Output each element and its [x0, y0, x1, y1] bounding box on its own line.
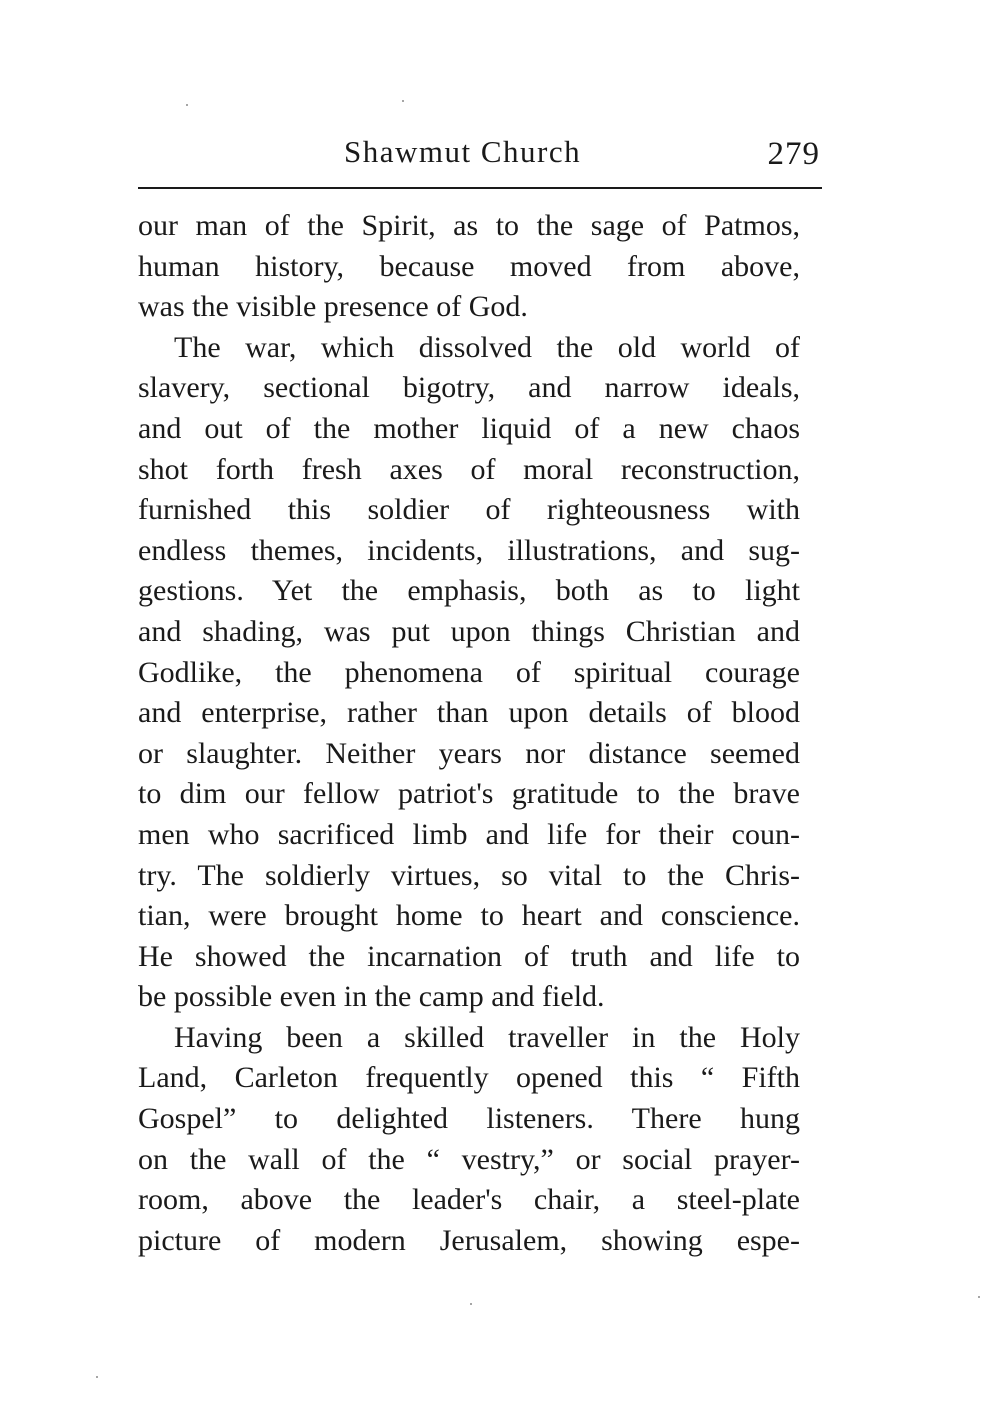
text-line: picture of modern Jerusalem, showing espe-	[138, 1223, 800, 1257]
scan-speck	[402, 100, 404, 102]
text-line: He showed the incarnation of truth and life to	[138, 939, 800, 973]
text-line: men who sacrificed limb and life for their coun-	[138, 817, 800, 851]
text-line: human history, because moved from above,	[138, 249, 800, 283]
scan-speck	[978, 1296, 980, 1298]
text-line: shot forth fresh axes of moral reconstruction,	[138, 452, 800, 486]
scan-speck	[96, 1376, 98, 1378]
text-line: and shading, was put upon things Christian and	[138, 614, 800, 648]
text-line: on the wall of the “ vestry,” or social prayer-	[138, 1142, 800, 1176]
scan-speck	[186, 104, 188, 106]
text-line: Land, Carleton frequently opened this “ Fifth	[138, 1061, 800, 1095]
text-line: try. The soldierly virtues, so vital to the Chris-	[138, 858, 800, 892]
text-line: Godlike, the phenomena of spiritual courage	[138, 655, 800, 689]
text-line: be possible even in the camp and field.	[138, 980, 605, 1014]
text-line: room, above the leader's chair, a steel-plate	[138, 1183, 800, 1217]
header-rule	[138, 187, 822, 189]
text-line: or slaughter. Neither years nor distance seemed	[138, 736, 800, 770]
text-line: Having been a skilled traveller in the Holy	[174, 1020, 800, 1054]
text-line: endless themes, incidents, illustrations, and sug-	[138, 533, 800, 567]
running-head	[138, 132, 820, 180]
text-line: was the visible presence of God.	[138, 290, 528, 324]
text-line: slavery, sectional bigotry, and narrow ideals,	[138, 371, 800, 405]
text-line: and enterprise, rather than upon details of blood	[138, 696, 800, 730]
page-number: 279	[767, 136, 820, 172]
text-line: The war, which dissolved the old world of	[174, 330, 800, 364]
text-line: gestions. Yet the emphasis, both as to light	[138, 574, 800, 608]
text-line: our man of the Spirit, as to the sage of Patmos,	[138, 209, 800, 242]
text-line: and out of the mother liquid of a new chaos	[138, 411, 800, 445]
text-line: tian, were brought home to heart and conscience.	[138, 899, 800, 933]
text-line: furnished this soldier of righteousness with	[138, 493, 800, 527]
text-line: Gospel” to delighted listeners. There hung	[138, 1102, 800, 1136]
text-line: to dim our fellow patriot's gratitude to the brave	[138, 777, 800, 811]
scan-speck	[470, 1303, 472, 1305]
running-title: Shawmut Church	[344, 134, 582, 169]
body-text	[138, 206, 800, 1261]
